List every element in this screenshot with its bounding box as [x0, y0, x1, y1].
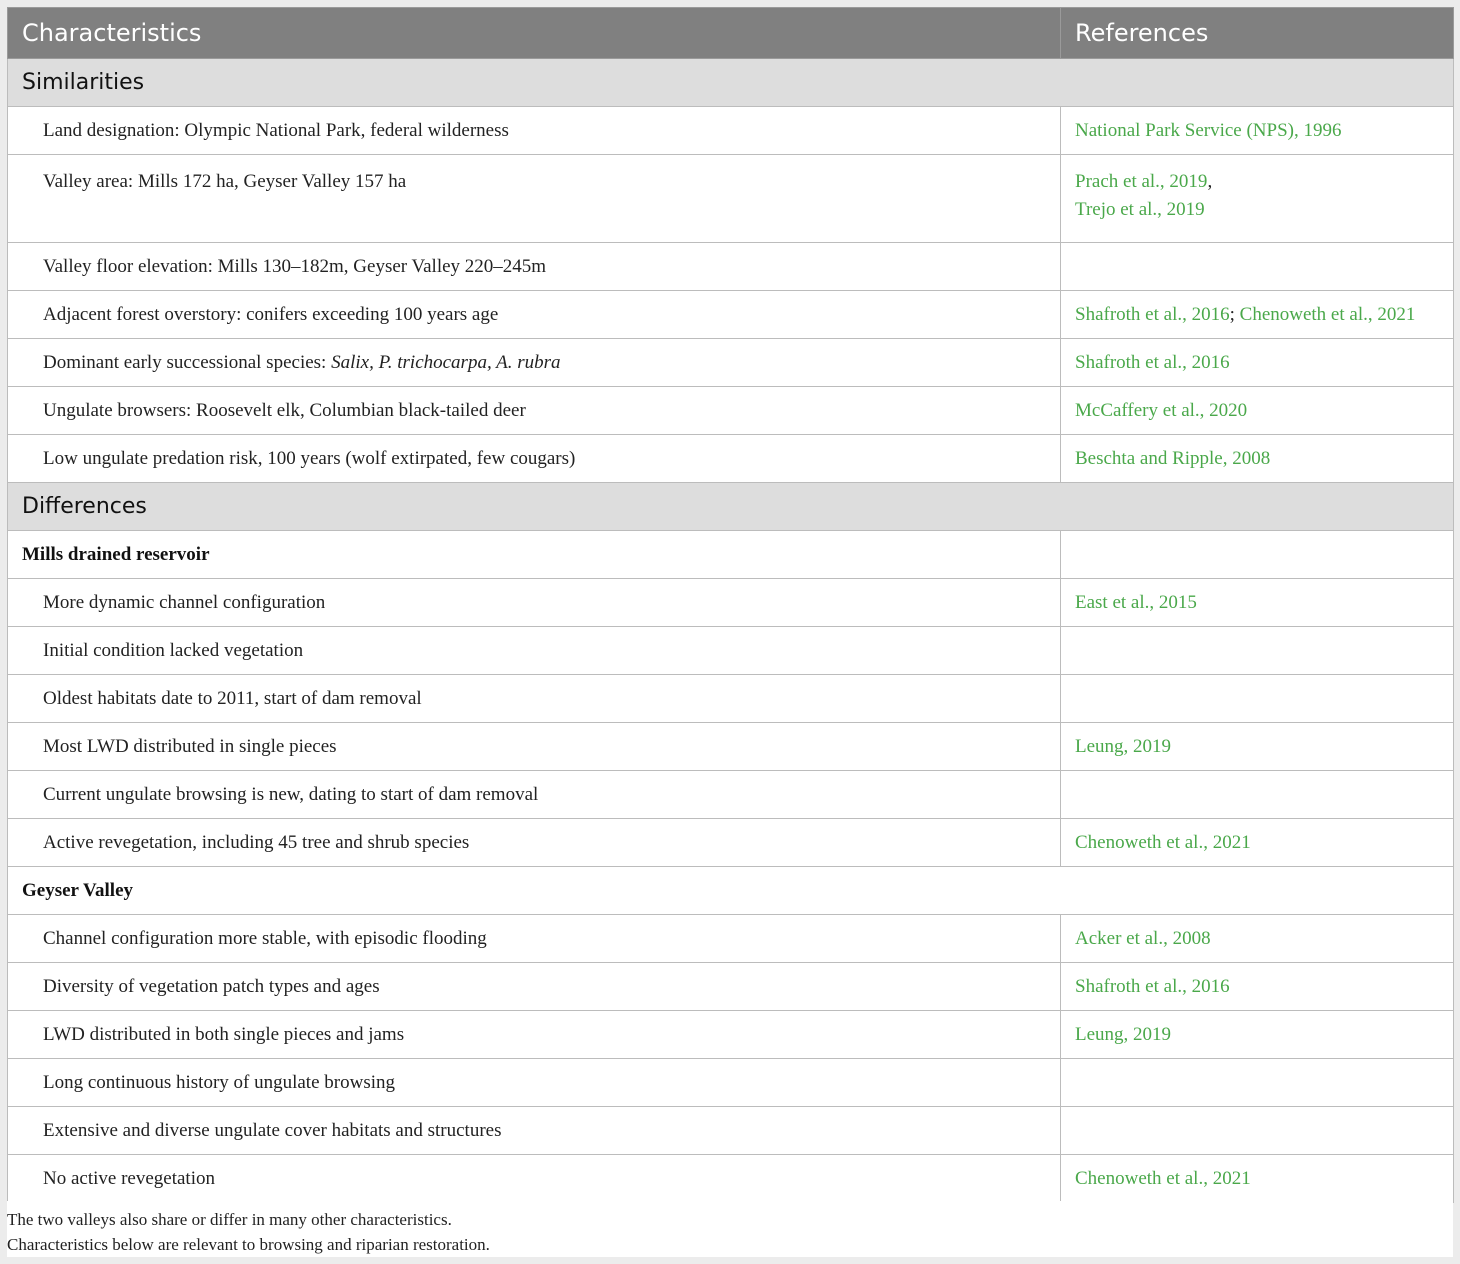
characteristic-cell	[8, 339, 1061, 387]
characteristic-cell: Land designation: Olympic National Park, federal wilderness	[8, 107, 1061, 155]
reference-cell	[1061, 963, 1454, 1011]
table-row	[8, 723, 1454, 771]
table-row	[8, 339, 1454, 387]
table-row	[8, 915, 1454, 963]
table-row	[8, 627, 1454, 675]
table-row	[8, 1011, 1454, 1059]
reference-link[interactable]: Leung, 2019	[1075, 1023, 1172, 1045]
characteristic-cell: More dynamic channel configuration	[8, 579, 1061, 627]
characteristic-cell: Initial condition lacked vegetation	[8, 627, 1061, 675]
reference-cell	[1061, 819, 1454, 867]
characteristic-cell: Channel configuration more stable, with episodic flooding	[8, 915, 1061, 963]
reference-cell	[1061, 291, 1454, 339]
reference-link[interactable]: Shafroth et al., 2016	[1075, 975, 1230, 997]
page-margin-bottom	[0, 1257, 1460, 1264]
table-row	[8, 1107, 1454, 1155]
characteristic-cell: Low ungulate predation risk, 100 years (wolf extirpated, few cougars)	[8, 435, 1061, 483]
reference-link[interactable]: Shafroth et al., 2016	[1075, 303, 1230, 325]
reference-cell	[1061, 243, 1454, 291]
comparison-table-container	[7, 7, 1453, 1203]
reference-cell	[1061, 627, 1454, 675]
characteristic-text: Dominant early successional species:	[43, 351, 332, 373]
subsection-title: Geyser Valley	[8, 867, 1454, 915]
reference-link[interactable]: Acker et al., 2008	[1075, 927, 1211, 949]
reference-link[interactable]: Shafroth et al., 2016	[1075, 351, 1230, 373]
table-row	[8, 107, 1454, 155]
reference-link[interactable]: Chenoweth et al., 2021	[1075, 1167, 1251, 1189]
reference-link[interactable]: Chenoweth et al., 2021	[1075, 831, 1251, 853]
reference-cell	[1061, 155, 1454, 243]
table-header-row	[8, 8, 1454, 59]
header-references: References	[1061, 8, 1454, 59]
reference-cell	[1061, 1107, 1454, 1155]
section-differences	[8, 483, 1454, 531]
subsection-title: Mills drained reservoir	[8, 531, 1061, 579]
characteristic-cell: Extensive and diverse ungulate cover habitats and structures	[8, 1107, 1061, 1155]
characteristic-cell: Valley floor elevation: Mills 130–182m, Geyser Valley 220–245m	[8, 243, 1061, 291]
section-title: Similarities	[8, 59, 1454, 107]
species-names: Salix, P. trichocarpa, A. rubra	[331, 351, 561, 373]
reference-separator: ,	[1207, 171, 1213, 192]
table-row	[8, 963, 1454, 1011]
characteristic-cell: LWD distributed in both single pieces and jams	[8, 1011, 1061, 1059]
reference-cell	[1061, 1011, 1454, 1059]
reference-link[interactable]: Leung, 2019	[1075, 735, 1172, 757]
reference-link[interactable]: East et al., 2015	[1075, 591, 1197, 613]
table-footnotes	[7, 1201, 1453, 1257]
characteristic-cell: Adjacent forest overstory: conifers exceeding 100 years age	[8, 291, 1061, 339]
table-row	[8, 243, 1454, 291]
reference-cell	[1061, 107, 1454, 155]
table-row	[8, 1059, 1454, 1107]
reference-cell	[1061, 1059, 1454, 1107]
comparison-table	[7, 7, 1454, 1203]
table-row	[8, 155, 1454, 243]
reference-link[interactable]: Prach et al., 2019	[1075, 171, 1208, 192]
characteristic-cell: Diversity of vegetation patch types and ages	[8, 963, 1061, 1011]
footnote: Characteristics below are relevant to browsing and riparian restoration.	[7, 1235, 490, 1254]
subsection-mills	[8, 531, 1454, 579]
subsection-geyser	[8, 867, 1454, 915]
page-margin-right	[1453, 0, 1460, 1264]
reference-cell	[1061, 435, 1454, 483]
reference-link[interactable]: Beschta and Ripple, 2008	[1075, 447, 1271, 469]
reference-cell	[1061, 387, 1454, 435]
characteristic-cell: No active revegetation	[8, 1155, 1061, 1203]
characteristic-cell: Valley area: Mills 172 ha, Geyser Valley 157 ha	[8, 155, 1061, 243]
characteristic-cell: Long continuous history of ungulate browsing	[8, 1059, 1061, 1107]
reference-link[interactable]: National Park Service (NPS), 1996	[1075, 119, 1342, 141]
page-margin-left	[0, 0, 7, 1264]
footnote: The two valleys also share or differ in many other characteristics.	[7, 1210, 452, 1229]
reference-separator: ;	[1229, 303, 1240, 325]
reference-cell	[1061, 579, 1454, 627]
section-similarities	[8, 59, 1454, 107]
reference-link[interactable]: Trejo et al., 2019	[1075, 199, 1205, 220]
characteristic-cell: Oldest habitats date to 2011, start of dam removal	[8, 675, 1061, 723]
table-row	[8, 675, 1454, 723]
table-row	[8, 291, 1454, 339]
reference-cell	[1061, 531, 1454, 579]
reference-cell	[1061, 1155, 1454, 1203]
characteristic-cell: Most LWD distributed in single pieces	[8, 723, 1061, 771]
reference-cell	[1061, 339, 1454, 387]
reference-cell	[1061, 915, 1454, 963]
section-title: Differences	[8, 483, 1454, 531]
table-row	[8, 387, 1454, 435]
characteristic-cell: Active revegetation, including 45 tree and shrub species	[8, 819, 1061, 867]
table-row	[8, 1155, 1454, 1203]
reference-cell	[1061, 675, 1454, 723]
table-row	[8, 435, 1454, 483]
header-characteristics: Characteristics	[8, 8, 1061, 59]
reference-cell	[1061, 723, 1454, 771]
reference-cell	[1061, 771, 1454, 819]
reference-link[interactable]: Chenoweth et al., 2021	[1239, 303, 1416, 325]
page-margin-top	[0, 0, 1460, 7]
characteristic-cell: Ungulate browsers: Roosevelt elk, Columbian black-tailed deer	[8, 387, 1061, 435]
table-row	[8, 819, 1454, 867]
table-row	[8, 771, 1454, 819]
table-row	[8, 579, 1454, 627]
reference-link[interactable]: McCaffery et al., 2020	[1075, 399, 1248, 421]
characteristic-cell: Current ungulate browsing is new, dating to start of dam removal	[8, 771, 1061, 819]
